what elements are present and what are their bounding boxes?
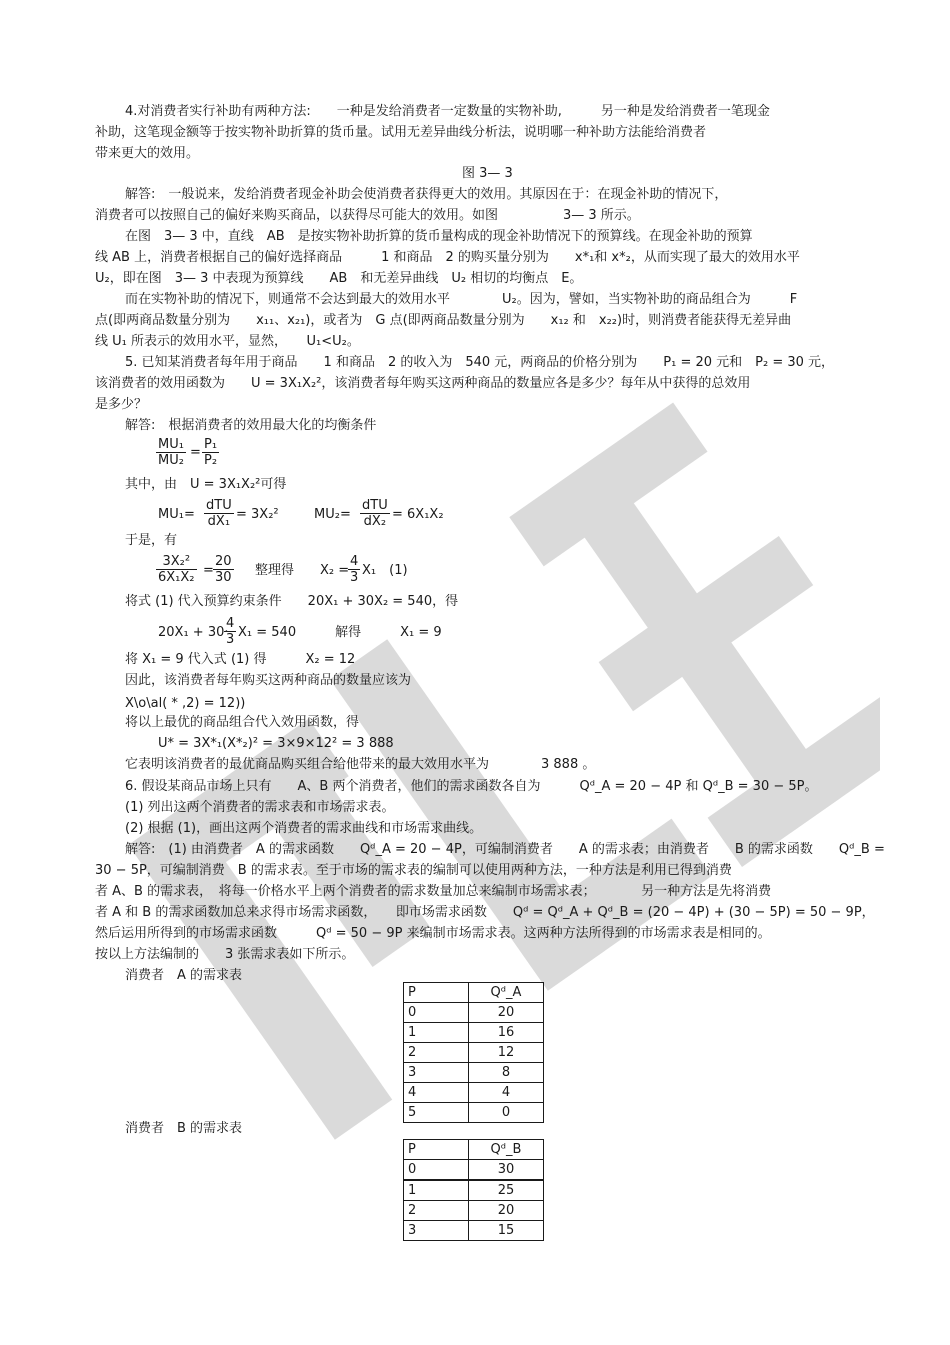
- quantity-cell: 0: [469, 1103, 544, 1123]
- fraction-numerator: 4: [226, 616, 235, 631]
- fraction-denominator: P₂: [204, 453, 218, 468]
- answer-6-line1: 解答: (1) 由消费者 A 的需求函数 Qᵈ_A = 20 − 4P，可编制消费者 A 的需求表；由消费者 B 的需求函数 Qᵈ_B =: [125, 842, 885, 857]
- question-6-sub2: (2) 根据 (1)，画出这两个消费者的需求曲线和市场需求曲线。: [125, 821, 483, 836]
- table-row: [404, 1043, 544, 1063]
- price-cell: 1: [404, 1180, 469, 1201]
- equals-sign: =: [190, 445, 201, 460]
- answer-5-conclusion: 它表明该消费者的最优商品购买组合给他带来的最大效用水平为 3 888 。: [125, 757, 596, 772]
- quantity-cell: 8: [469, 1063, 544, 1083]
- question-5-line1: 5. 已知某消费者每年用于商品 1 和商品 2 的收入为 540 元，两商品的价格分别为 P₁ = 20 元和 P₂ = 30 元，: [125, 355, 835, 370]
- table-header-row: [404, 983, 544, 1003]
- answer-4-line4: 线 AB 上，消费者根据自己的偏好选择商品 1 和商品 2 的购买量分别为 x*₁和 x*₂，从而实现了最大的效用水平: [95, 250, 800, 265]
- price-cell: 4: [404, 1083, 469, 1103]
- fraction-denominator: 30: [215, 570, 232, 585]
- question-6-sub1: (1) 列出这两个消费者的需求表和市场需求表。: [125, 800, 395, 815]
- answer-5-intro: 解答: 根据消费者的效用最大化的均衡条件: [125, 418, 377, 433]
- table-row: [404, 1201, 544, 1221]
- fraction-denominator: dX₁: [207, 514, 231, 529]
- fraction-numerator: dTU: [206, 498, 232, 513]
- mu1-lhs: MU₁=: [158, 507, 195, 522]
- answer-6-line3: 者 A、B 的需求表， 将每一价格水平上两个消费者的需求数量加总来编制市场需求表； 另一种方法是先将消费: [95, 884, 772, 899]
- answer-6-line5: 然后运用所得到的市场需求函数 Qᵈ = 50 − 9P 来编制市场需求表。这两种方法所得到的市场需求表是相同的。: [95, 926, 771, 941]
- quantity-cell: 4: [469, 1083, 544, 1103]
- table-row: [404, 1103, 544, 1123]
- equilibrium-lhs-fraction: [156, 437, 186, 468]
- answer-6-line6: 按以上方法编制的 3 张需求表如下所示。: [95, 947, 355, 962]
- answer-4-line2: 消费者可以按照自己的偏好来购买商品，以获得尽可能大的效用。如图 3— 3 所示。: [95, 208, 640, 223]
- price-cell: 0: [404, 1160, 469, 1181]
- budget-eq-lhs: 20X₁ + 30·: [158, 625, 229, 640]
- question-4-line1: 4.对消费者实行补助有两种方法: 一种是发给消费者一定数量的实物补助, 另一种是发给消费者一笔现金: [125, 104, 770, 119]
- budget-eq-rhs: X₁ = 540 解得 X₁ = 9: [238, 625, 442, 640]
- fraction-numerator: 3X₂²: [156, 554, 197, 570]
- question-5-line2: 该消费者的效用函数为 U = 3X₁X₂²，该消费者每年购买这两种商品的数量应各是多少？每年从中获得的总效用: [95, 376, 751, 391]
- table-row: [404, 1221, 544, 1241]
- fraction-denominator: 3: [350, 570, 359, 585]
- answer-6-line4: 者 A 和 B 的需求函数加总来求得市场需求函数， 即市场需求函数 Qᵈ = Qᵈ_A + Qᵈ_B = (20 − 4P) + (30 − 5P) = 50 − 9P，: [95, 905, 875, 920]
- answer-4-line7: 点(即两商品数量分别为 x₁₁、x₂₁)，或者为 G 点(即两商品数量分别为 x₁₂ 和 x₂₂)时，则消费者能获得无差异曲: [95, 313, 792, 328]
- field-code-line: X\o\al( * ,2) = 12)): [125, 696, 246, 711]
- quantity-cell: 20: [469, 1003, 544, 1023]
- table-row: [404, 1180, 544, 1201]
- answer-4-line6: 而在实物补助的情况下，则通常不会达到最大的效用水平 U₂。因为，譬如，当实物补助的商品组合为 F: [125, 292, 798, 307]
- quantity-cell: 20: [469, 1201, 544, 1221]
- demand-table-a: [403, 982, 544, 1123]
- substitute-x1-line: 将 X₁ = 9 代入式 (1) 得 X₂ = 12: [125, 652, 356, 667]
- price-cell: 0: [404, 1003, 469, 1023]
- figure-caption: 图 3— 3: [462, 166, 513, 181]
- quantity-cell: 12: [469, 1043, 544, 1063]
- table-row: [404, 1160, 544, 1181]
- mu2-derivative-fraction: [360, 498, 390, 529]
- utility-equation: U* = 3X*₁(X*₂)² = 3×9×12² = 3 888: [158, 736, 394, 751]
- fraction-denominator: 3: [226, 632, 235, 647]
- quantity-cell: 30: [469, 1160, 544, 1181]
- table-row: [404, 1023, 544, 1043]
- price-cell: 5: [404, 1103, 469, 1123]
- answer-4-line5: U₂，即在图 3— 3 中表现为预算线 AB 和无差异曲线 U₂ 相切的均衡点 E。: [95, 271, 583, 286]
- quantity-cell: 16: [469, 1023, 544, 1043]
- header-quantity: Qᵈ_B: [469, 1140, 544, 1160]
- question-6-line1: 6. 假设某商品市场上只有 A、B 两个消费者，他们的需求函数各自为 Qᵈ_A = 20 − 4P 和 Qᵈ_B = 30 − 5P。: [125, 779, 818, 794]
- question-4-line3: 带来更大的效用。: [95, 146, 200, 161]
- quantity-cell: 25: [469, 1180, 544, 1201]
- table-row: [404, 1083, 544, 1103]
- price-cell: 2: [404, 1201, 469, 1221]
- quantity-cell: 15: [469, 1221, 544, 1241]
- budget-four-thirds-fraction: [224, 616, 236, 647]
- table-row: [404, 1063, 544, 1083]
- fraction-denominator: dX₂: [363, 514, 387, 529]
- fraction-numerator: dTU: [362, 498, 388, 513]
- question-4-line2: 补助，这笔现金额等于按实物补助折算的货币量。试用无差异曲线分析法，说明哪一种补助方法能给消费者: [95, 125, 707, 140]
- tidy-result-lhs: 整理得 X₂ =: [255, 563, 350, 578]
- table-b-caption: 消费者 B 的需求表: [125, 1121, 243, 1136]
- price-cell: 1: [404, 1023, 469, 1043]
- hence-line: 因此，该消费者每年购买这两种商品的数量应该为: [125, 673, 412, 688]
- fraction-numerator: MU₁: [158, 437, 184, 452]
- mu2-rhs: = 6X₁X₂: [392, 507, 444, 522]
- mu2-lhs: MU₂=: [314, 507, 351, 522]
- answer-4-line8: 线 U₁ 所表示的效用水平，显然， U₁<U₂。: [95, 334, 360, 349]
- so-line: 于是，有: [125, 533, 178, 548]
- header-quantity: Qᵈ_A: [469, 983, 544, 1003]
- price-cell: 2: [404, 1043, 469, 1063]
- answer-4-line3: 在图 3— 3 中，直线 AB 是按实物补助折算的货币量构成的现金补助情况下的预算线。在现金补助的预算: [125, 229, 753, 244]
- four-thirds-fraction: [348, 554, 360, 585]
- answer-4-line1: 解答: 一般说来，发给消费者现金补助会使消费者获得更大的效用。其原因在于：在现金补助的情况下，: [125, 187, 728, 202]
- equals-sign: =: [203, 563, 214, 578]
- price-cell: 3: [404, 1063, 469, 1083]
- fraction-denominator: MU₂: [158, 453, 184, 468]
- header-price: P: [404, 983, 469, 1003]
- fraction-numerator: P₁: [204, 437, 218, 452]
- fraction-numerator: 20: [215, 554, 232, 569]
- tidy-result-rhs: X₁ (1): [362, 563, 408, 578]
- table-header-row: [404, 1140, 544, 1160]
- equilibrium-rhs-fraction: [202, 437, 219, 468]
- substitute-line: 将式 (1) 代入预算约束条件 20X₁ + 30X₂ = 540，得: [125, 594, 459, 609]
- ratio-rhs-fraction: [213, 554, 234, 585]
- table-row: [404, 1003, 544, 1023]
- fraction-denominator: 6X₁X₂: [158, 570, 195, 585]
- mu1-derivative-fraction: [204, 498, 234, 529]
- question-5-line3: 是多少？: [95, 397, 148, 412]
- mu1-rhs: = 3X₂²: [236, 507, 279, 522]
- price-cell: 3: [404, 1221, 469, 1241]
- header-price: P: [404, 1140, 469, 1160]
- demand-table-b: [403, 1139, 544, 1241]
- where-line: 其中，由 U = 3X₁X₂²可得: [125, 477, 287, 492]
- fraction-numerator: 4: [350, 554, 359, 569]
- ratio-lhs-fraction: [156, 554, 197, 585]
- table-a-caption: 消费者 A 的需求表: [125, 968, 243, 983]
- utility-intro-line: 将以上最优的商品组合代入效用函数，得: [125, 715, 360, 730]
- answer-6-line2: 30 − 5P，可编制消费 B 的需求表。至于市场的需求表的编制可以使用两种方法，一种方法是利用已得到消费: [95, 863, 732, 878]
